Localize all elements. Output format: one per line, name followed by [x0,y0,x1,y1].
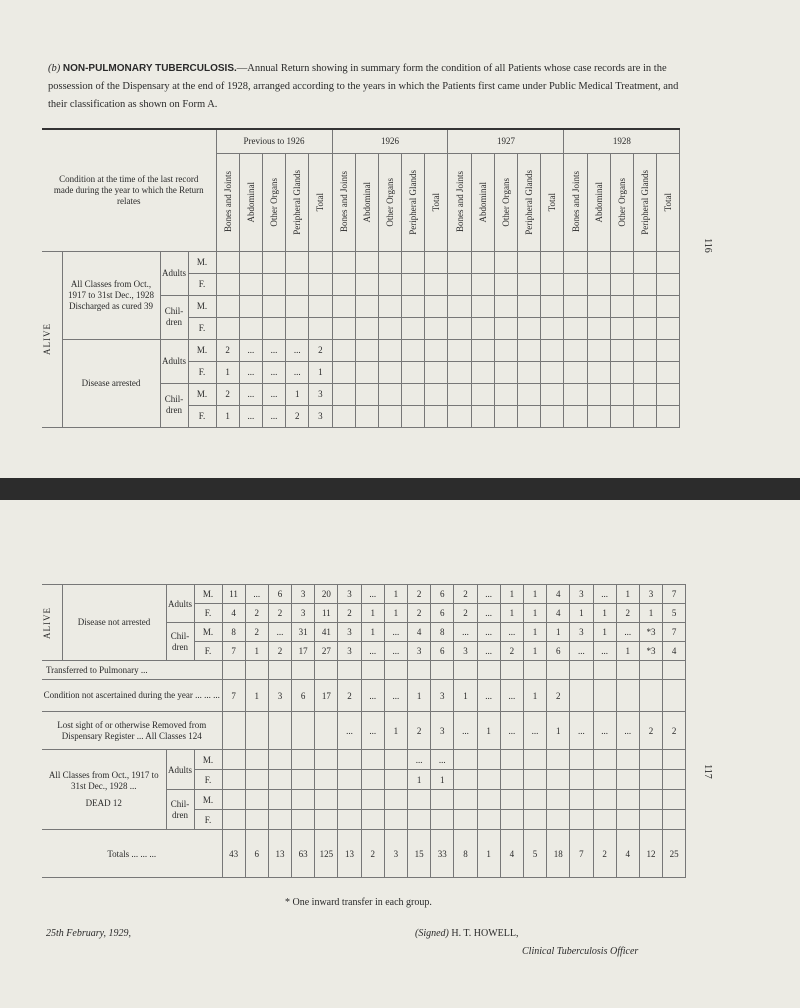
table-cell: 2 [639,712,662,750]
disease-not-arrested-label: Disease not arrested [62,585,166,661]
table-cell: ... [616,712,639,750]
col-header: Bones and Joints [570,171,581,233]
table-cell: ... [500,680,523,712]
table-cell: 2 [216,339,239,361]
col-header: Other Organs [500,177,511,227]
table-cell: 1 [547,623,570,642]
table-cell: 3 [309,405,332,427]
table-cell: 7 [222,642,245,661]
table-cell: 4 [663,642,686,661]
total-cell: 25 [663,830,686,878]
table-cell: 17 [315,680,338,712]
table-cell: ... [477,585,500,604]
table-cell: ... [239,339,262,361]
table-cell: ... [454,623,477,642]
col-header: Total [315,192,326,212]
male-label: M. [194,623,222,642]
col-header: Abdominal [361,181,372,223]
table-cell: 1 [286,383,309,405]
table-cell: 4 [408,623,431,642]
adults-label: Adults [166,585,194,623]
table-cell: 2 [286,405,309,427]
table-cell: 1 [477,712,500,750]
table-cell: ... [239,405,262,427]
male-label: M. [194,750,222,770]
table-cell: ... [593,712,616,750]
table-cell: ... [262,405,285,427]
table-cell: ... [239,361,262,383]
table-cell: 1 [523,623,546,642]
table-cell: ... [477,604,500,623]
table-cell: 1 [500,585,523,604]
table-cell: ... [262,383,285,405]
table-cell: 2 [500,642,523,661]
total-cell: 2 [593,830,616,878]
discharged-label: All Classes from Oct., 1917 to 31st Dec., 1928 Discharged as cured 39 [62,251,160,339]
table-cell: 1 [547,712,570,750]
total-cell: 2 [361,830,384,878]
table-cell: ... [477,623,500,642]
disease-arrested-label: Disease arrested [62,339,160,427]
table-cell: 1 [384,604,407,623]
female-label: F. [188,317,216,339]
female-label: F. [194,604,222,623]
report-heading [48,60,688,114]
signature-prefix: (Signed) [415,928,449,939]
col-header: Total [431,192,442,212]
total-cell: 5 [523,830,546,878]
col-header: Total [547,192,558,212]
table-cell: 3 [639,585,662,604]
table-cell: 3 [454,642,477,661]
total-cell: 7 [570,830,593,878]
table-cell: ... [477,680,500,712]
total-cell: 13 [338,830,361,878]
table-cell: 1 [523,680,546,712]
table-cell: 27 [315,642,338,661]
col-header: Abdominal [593,181,604,223]
total-cell: 33 [431,830,454,878]
col-header: Bones and Joints [222,171,233,233]
table-cell: 2 [663,712,686,750]
table-cell: 6 [431,585,454,604]
total-cell: 3 [384,830,407,878]
heading-title: NON-PULMONARY TUBERCULOSIS. [62,63,237,74]
signature [415,928,519,939]
table-cell: 1 [616,642,639,661]
total-cell: 4 [616,830,639,878]
col-header: Bones and Joints [338,171,349,233]
table-cell: 1 [639,604,662,623]
table-lower [42,584,686,878]
page-116 [0,0,800,478]
table-cell: 20 [315,585,338,604]
table-cell: 1 [361,604,384,623]
table-cell: ... [239,383,262,405]
table-cell: ... [500,712,523,750]
table-cell: 1 [593,604,616,623]
table-cell: 2 [245,604,268,623]
table-upper [42,128,680,428]
col-header: Bones and Joints [454,171,465,233]
table-cell: 7 [663,585,686,604]
table-cell: ... [361,642,384,661]
children-label: Chil- dren [166,790,194,830]
col-header: Total [663,192,674,212]
total-cell: 12 [639,830,662,878]
total-cell: 18 [547,830,570,878]
table-cell: 8 [431,623,454,642]
period-header: 1927 [448,129,564,153]
table-cell: ... [523,712,546,750]
report-date: 25th February, 1929, [46,928,131,939]
children-label: Chil- dren [166,623,194,661]
table-cell: ... [431,750,454,770]
table-cell: 1 [454,680,477,712]
lost-sight-label: Lost sight of or otherwise Removed from Dispensary Register ... All Classes 124 [42,712,222,750]
table-cell: 3 [338,623,361,642]
officer-title: Clinical Tuberculosis Officer [522,946,639,957]
table-cell: 1 [408,770,431,790]
table-cell: ... [570,642,593,661]
table-cell: ... [454,712,477,750]
total-cell: 43 [222,830,245,878]
table-cell: ... [570,712,593,750]
table-cell: 8 [222,623,245,642]
table-cell: 41 [315,623,338,642]
page-number-116: 116 [701,238,713,253]
table-cell: 2 [268,604,291,623]
table-cell: 3 [292,604,315,623]
table-cell: 1 [216,405,239,427]
table-cell: 2 [547,680,570,712]
table-cell: 1 [408,680,431,712]
table-cell: ... [384,642,407,661]
female-label: F. [188,273,216,295]
table-cell: ... [384,623,407,642]
table-cell: 2 [454,604,477,623]
total-cell: 15 [408,830,431,878]
table-cell: *3 [639,623,662,642]
table-cell: ... [361,680,384,712]
col-header: Peripheral Glands [292,169,303,235]
table-cell: 1 [216,361,239,383]
male-label: M. [194,585,222,604]
total-cell: 1 [477,830,500,878]
table-cell: 2 [309,339,332,361]
male-label: M. [188,383,216,405]
alive-label: ALIVE [42,606,52,639]
total-cell: 4 [500,830,523,878]
table-cell: 4 [547,585,570,604]
table-cell: 1 [570,604,593,623]
dead-label: DEAD 12 [85,798,122,808]
table-cell: 1 [384,585,407,604]
table-cell: 1 [523,642,546,661]
page-number-117: 117 [701,764,713,779]
table-cell: 1 [593,623,616,642]
table-cell: 3 [431,712,454,750]
table-cell: 11 [315,604,338,623]
table-cell: 1 [384,712,407,750]
table-cell: ... [593,585,616,604]
table-cell: ... [262,361,285,383]
table-cell: 6 [431,604,454,623]
table-cell: ... [268,623,291,642]
table-cell: 2 [408,585,431,604]
table-cell: 3 [338,642,361,661]
female-label: F. [188,405,216,427]
table-cell: ... [361,585,384,604]
table-cell: 31 [292,623,315,642]
table-cell: 2 [408,604,431,623]
table-cell: ... [616,623,639,642]
children-label: Chil- dren [160,383,188,427]
adults-label: Adults [166,750,194,790]
table-cell: 3 [338,585,361,604]
table-cell: 6 [547,642,570,661]
total-cell: 63 [292,830,315,878]
col-header: Other Organs [269,177,279,227]
female-label: F. [188,361,216,383]
table-cell: ... [286,361,309,383]
table-cell: 6 [292,680,315,712]
table-cell: 3 [570,623,593,642]
table-cell: 6 [431,642,454,661]
table-cell: ... [477,642,500,661]
table-cell: ... [361,712,384,750]
table-cell: 2 [338,680,361,712]
total-cell: 8 [454,830,477,878]
female-label: F. [194,642,222,661]
children-label: Chil- dren [160,295,188,339]
table-cell: 3 [431,680,454,712]
table-cell: 2 [616,604,639,623]
male-label: M. [194,790,222,810]
total-cell: 6 [245,830,268,878]
col-header: Peripheral Glands [408,169,419,235]
footnote: * One inward transfer in each group. [285,897,432,908]
transferred-label: Transferred to Pulmonary ... [42,661,222,680]
total-cell: 125 [315,830,338,878]
col-header: Peripheral Glands [640,169,651,235]
table-cell: 2 [454,585,477,604]
col-header: Abdominal [477,181,488,223]
table-cell: 7 [222,680,245,712]
table-cell: 5 [663,604,686,623]
female-label: F. [194,810,222,830]
table-cell: 1 [616,585,639,604]
col-header: Abdominal [245,181,256,223]
table-cell: 1 [245,642,268,661]
table-cell: ... [384,680,407,712]
table-cell: ... [286,339,309,361]
signature-name: H. T. HOWELL, [451,928,519,939]
table-cell: 17 [292,642,315,661]
heading-text: —Annual Return showing in summary form the condition of all Patients whose case records are in the possession of the Dispensary at the end of 1928, arranged according to the years in which the Patients first came under Public Medical Treatment, and their classification as shown on Form A. [48,63,679,110]
period-header: 1928 [564,129,680,153]
male-label: M. [188,295,216,317]
table-cell: 3 [268,680,291,712]
table-cell: 1 [500,604,523,623]
total-cell: 13 [268,830,291,878]
table-cell: 2 [245,623,268,642]
table-cell: 1 [245,680,268,712]
table-cell: ... [593,642,616,661]
table-cell: 2 [408,712,431,750]
table-cell: 3 [408,642,431,661]
table-cell: 3 [292,585,315,604]
table-cell: 2 [338,604,361,623]
period-header: Previous to 1926 [216,129,332,153]
table-cell: 1 [309,361,332,383]
table-cell: 1 [523,585,546,604]
adults-label: Adults [160,251,188,295]
female-label: F. [194,770,222,790]
table-cell: 3 [570,585,593,604]
table-cell: 1 [361,623,384,642]
adults-label: Adults [160,339,188,383]
table-cell: ... [262,339,285,361]
condition-header: Condition at the time of the last record made during the year to which the Return relates [42,129,216,251]
page-gap [0,478,800,500]
period-header: 1926 [332,129,448,153]
dead-classes-label: All Classes from Oct., 1917 to 31st Dec., 1928 ... [48,770,159,791]
col-header: Other Organs [616,177,627,227]
male-label: M. [188,339,216,361]
col-header: Peripheral Glands [524,169,535,235]
table-cell: ... [245,585,268,604]
table-cell: 11 [222,585,245,604]
male-label: M. [188,251,216,273]
table-cell: 4 [547,604,570,623]
table-cell: 2 [216,383,239,405]
table-cell: ... [500,623,523,642]
col-header: Other Organs [385,177,395,227]
table-cell: ... [408,750,431,770]
table-cell: 4 [222,604,245,623]
table-cell: 1 [523,604,546,623]
table-cell: 3 [309,383,332,405]
table-cell: 7 [663,623,686,642]
table-cell: 1 [431,770,454,790]
table-cell: 6 [268,585,291,604]
table-cell: 2 [268,642,291,661]
totals-label: Totals ... ... ... [42,830,222,878]
table-cell: *3 [639,642,662,661]
heading-label: (b) [48,63,61,74]
table-cell: ... [338,712,361,750]
not-ascertained-label: Condition not ascertained during the year ... ... ... [42,680,222,712]
alive-label: ALIVE [42,323,52,355]
